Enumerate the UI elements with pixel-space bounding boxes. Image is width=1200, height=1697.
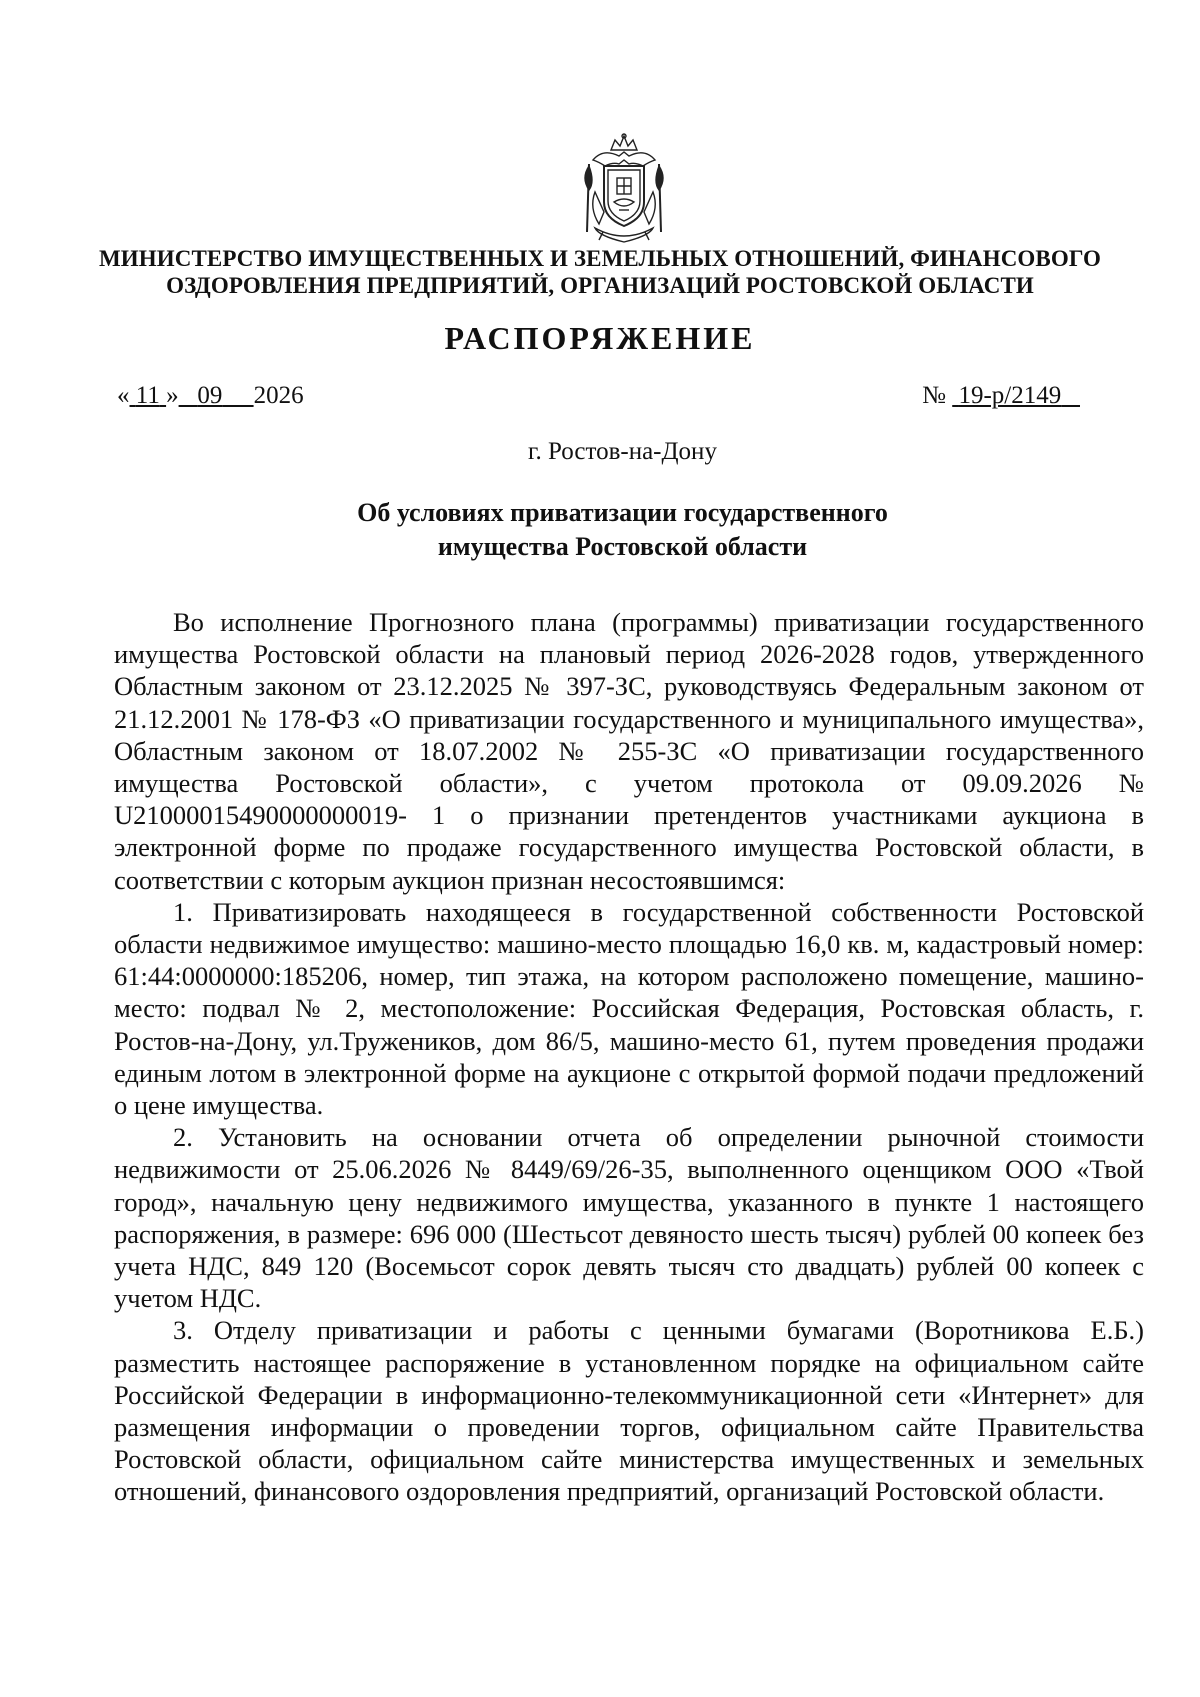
document-date — [117, 382, 304, 410]
preamble-paragraph: Во исполнение Прогнозного плана (программы) приватизации государственного имущества Ростовской области на плановый период 2026-2028 годов, утвержденного Областным законом от 23.12.2025 № 397-ЗС, руководствуясь Федеральным законом от 21.12.2001 № 178-ФЗ «О приватизации государственного и муниципального имущества», Областным законом от 18.07.2002 № 255-ЗС «О приватизации государственного имущества Ростовской области», с учетом протокола от 09.09.2026 № U21000015490000000019- 1 о признании претендентов участниками аукциона в электронной форме по продаже государственного имущества Ростовской области, в соответствии с которым аукцион признан несостоявшимся: — [114, 607, 1144, 895]
number-value: 19-р/2149 — [958, 382, 1062, 409]
number-sign: № — [922, 382, 946, 409]
clause-3-paragraph: 3. Отделу приватизации и работы с ценными бумагами (Воротникова Е.Б.) разместить настоящее распоряжение в установленном порядке на официальном сайте Российской Федерации в информационно-телекоммуникационной сети «Интернет» для размещения информации о проведении торгов, официальном сайте Правительства Ростовской области, официальном сайте министерства имущественных и земельных отношений, финансового оздоровления предприятий, организаций Ростовской области. — [114, 1315, 1144, 1507]
document-subject — [0, 496, 1200, 564]
subject-line1: Об условиях приватизации государственного — [357, 498, 888, 527]
document-type-title: РАСПОРЯЖЕНИЕ — [444, 320, 756, 356]
issue-city: г. Ростов-на-Дону — [528, 438, 717, 465]
date-year: 2026 — [253, 382, 304, 409]
date-day: 11 — [135, 382, 160, 409]
ministry-name — [80, 245, 1120, 299]
clause-2-paragraph: 2. Установить на основании отчета об определении рыночной стоимости недвижимости от 25.06.2026 № 8449/69/26-35, выполненного оценщиком ООО «Твой город», начальную цену недвижимого имущества, указанного в пункте 1 настоящего распоряжения, в размере: 696 000 (Шестьсот девяносто шесть тысяч) рублей 00 копеек без учета НДС, 849 120 (Восемьсот сорок девять тысяч сто двадцать) рублей 00 копеек с учетом НДС. — [114, 1122, 1144, 1314]
document-body — [114, 606, 1144, 1508]
date-month: 09 — [197, 382, 223, 409]
ministry-name-line2: ОЗДОРОВЛЕНИЯ ПРЕДПРИЯТИЙ, ОРГАНИЗАЦИЙ РОСТОВСКОЙ ОБЛАСТИ — [166, 273, 1034, 298]
clause-1-paragraph: 1. Приватизировать находящееся в государственной собственности Ростовской области недвижимое имущество: машино-место площадью 16,0 кв. м, кадастровый номер: 61:44:0000000:185206, номер, тип этажа, на котором расположено помещение, машино-место: подвал № 2, местоположение: Российская Федерация, Ростовская область, г. Ростов-на-Дону, ул.Тружеников, дом 86/5, машино-место 61, путем проведения продажи единым лотом в электронной форме на аукционе с открытой формой подачи предложений о цене имущества. — [114, 896, 1144, 1121]
subject-line2: имущества Ростовской области — [437, 532, 808, 561]
date-quote-close: » — [166, 382, 179, 409]
date-quote-open: « — [117, 382, 130, 409]
document-number — [922, 382, 1080, 410]
coat-of-arms-icon — [573, 132, 675, 248]
ministry-name-line1: МИНИСТЕРСТВО ИМУЩЕСТВЕННЫХ И ЗЕМЕЛЬНЫХ ОТНОШЕНИЙ, ФИНАНСОВОГО — [98, 246, 1101, 271]
